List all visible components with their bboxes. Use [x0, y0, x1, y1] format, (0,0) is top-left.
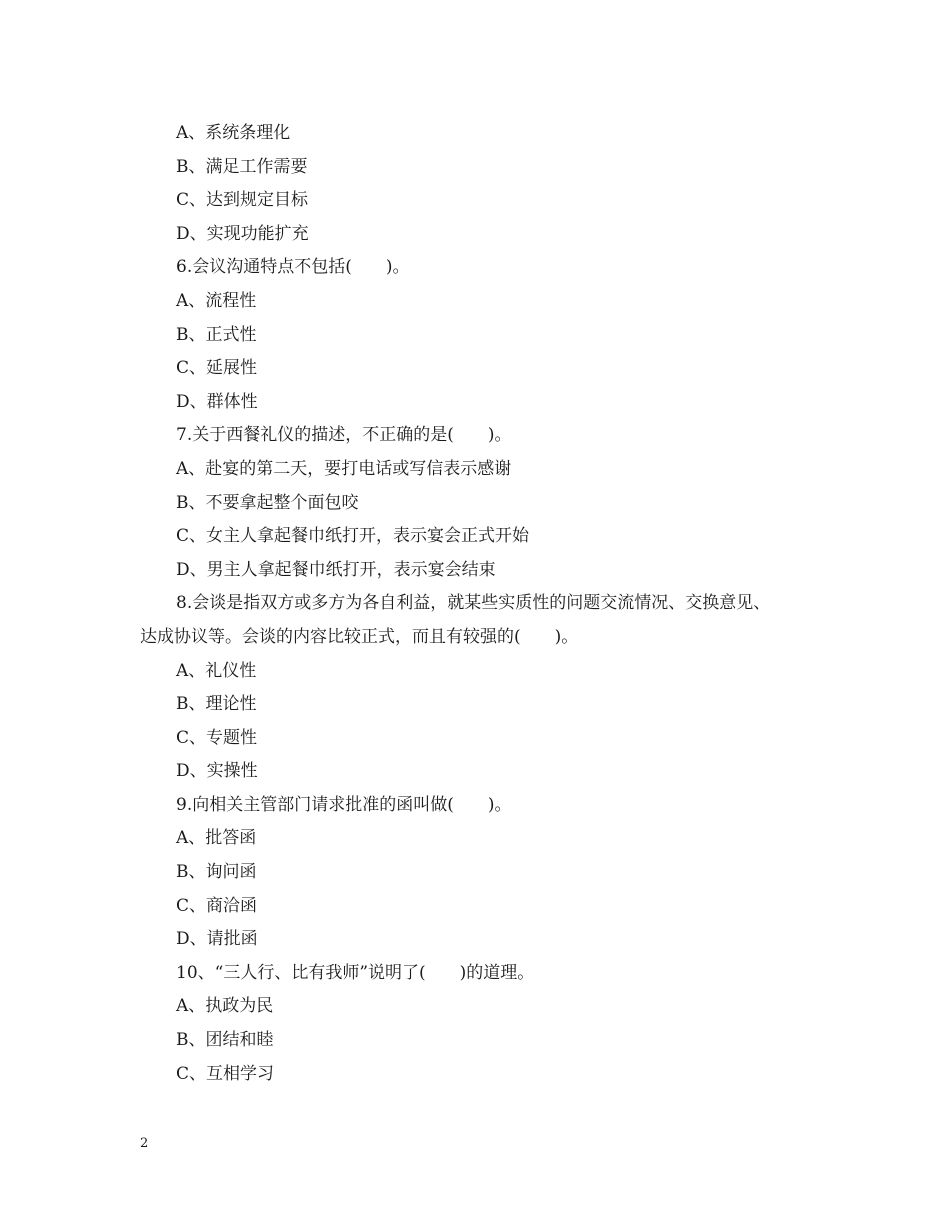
option-line: A、赴宴的第二天，要打电话或写信表示感谢 [176, 458, 512, 479]
question-line: 10、“三人行、比有我师”说明了( )的道理。 [176, 962, 535, 983]
question-line: 7.关于西餐礼仪的描述，不正确的是( )。 [176, 425, 512, 446]
option-line: C、女主人拿起餐巾纸打开，表示宴会正式开始 [176, 526, 530, 547]
option-line: B、理论性 [176, 694, 257, 715]
option-line: B、正式性 [176, 324, 257, 345]
option-line: D、请批函 [176, 929, 258, 950]
option-line: D、实操性 [176, 761, 258, 782]
option-line: C、延展性 [176, 358, 258, 379]
option-line: D、实现功能扩充 [176, 223, 309, 244]
option-line: A、执政为民 [176, 996, 274, 1017]
option-line: A、系统条理化 [176, 123, 291, 143]
option-line: C、达到规定目标 [176, 190, 309, 211]
question-line: 9.向相关主管部门请求批准的函叫做( )。 [176, 794, 512, 815]
question-list [140, 117, 840, 1091]
option-line: D、男主人拿起餐巾纸打开，表示宴会结束 [176, 559, 496, 580]
question-line: 6.会议沟通特点不包括( )。 [176, 257, 410, 278]
option-line: A、批答函 [176, 828, 257, 849]
option-line: A、礼仪性 [176, 660, 257, 681]
question-line: 8.会谈是指双方或多方为各自利益，就某些实质性的问题交流情况、交换意见、 [176, 593, 771, 614]
option-line: C、互相学习 [176, 1063, 275, 1084]
option-line: B、满足工作需要 [176, 156, 308, 177]
question-line-continuation: 达成协议等。会谈的内容比较正式，而且有较强的( )。 [140, 626, 579, 647]
option-line: C、专题性 [176, 727, 258, 748]
page-number: 2 [140, 1136, 149, 1151]
option-line: A、流程性 [176, 290, 257, 311]
option-line: B、不要拿起整个面包咬 [176, 492, 359, 513]
option-line: C、商洽函 [176, 895, 258, 916]
option-line: B、询问函 [176, 862, 257, 883]
option-line: B、团结和睦 [176, 1030, 274, 1051]
option-line: D、群体性 [176, 391, 258, 412]
